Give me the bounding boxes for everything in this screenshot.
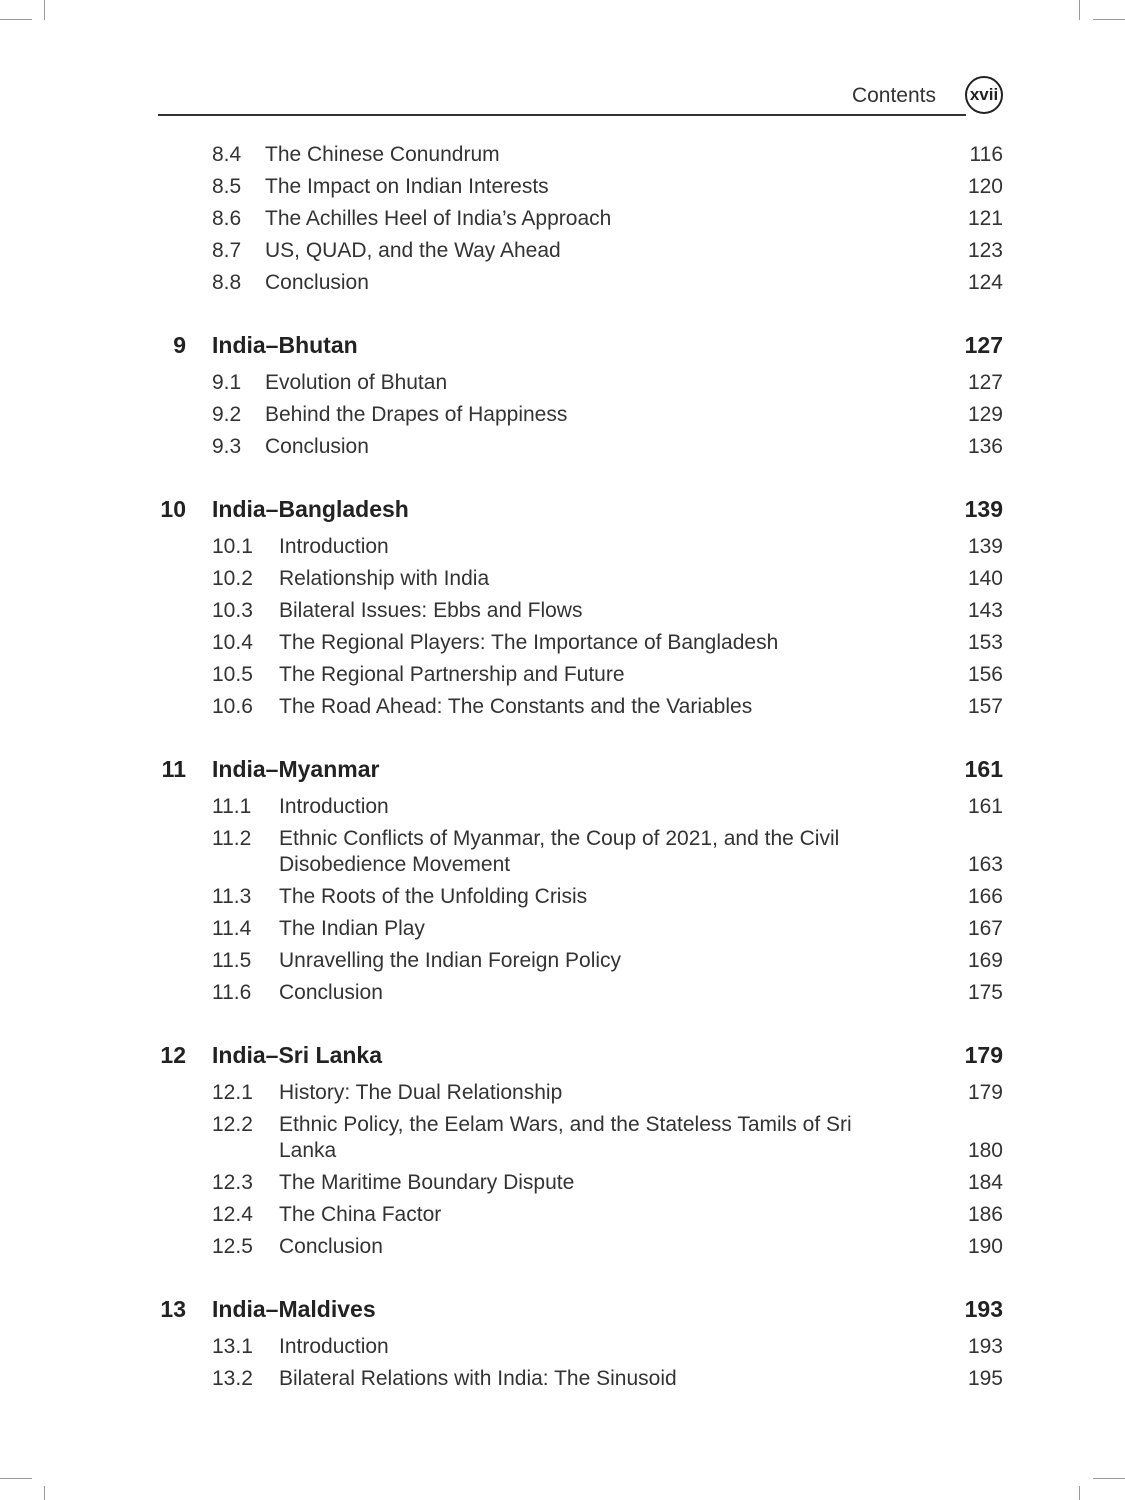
- entry-number: 11: [161, 756, 186, 782]
- entry-number: 12.3: [212, 1171, 253, 1194]
- entry-number: 12.4: [212, 1203, 253, 1226]
- chapter-entry: [158, 332, 1003, 358]
- entry-number: 8.5: [212, 175, 242, 198]
- entry-page: 186: [967, 1203, 1003, 1226]
- entry-number: 8.8: [212, 271, 242, 294]
- entry-number: 11.1: [212, 795, 252, 818]
- entry-title: Conclusion: [265, 435, 369, 458]
- entry-number: 13.2: [212, 1367, 253, 1390]
- entry-page: 184: [967, 1171, 1003, 1194]
- entry-title: The Regional Partnership and Future: [279, 663, 625, 686]
- entry-number: 10.2: [212, 567, 253, 590]
- section-entry: [158, 1112, 1003, 1164]
- entry-title: Introduction: [279, 1335, 389, 1358]
- chapter-entry: [158, 1296, 1003, 1322]
- section-entry: [158, 270, 1003, 296]
- entry-title: The Maritime Boundary Dispute: [279, 1171, 575, 1194]
- entry-page: 127: [967, 371, 1003, 394]
- entry-title: Conclusion: [279, 981, 383, 1004]
- entry-number: 11.4: [212, 917, 252, 940]
- entry-number: 11.3: [212, 885, 252, 908]
- entry-number: 11.2: [212, 827, 252, 850]
- entry-number: 10.5: [212, 663, 253, 686]
- section-entry: [158, 980, 1003, 1006]
- section-entry: [158, 1366, 1003, 1392]
- section-entry: [158, 434, 1003, 460]
- entry-title: India–Sri Lanka: [212, 1042, 383, 1068]
- entry-number: 10.3: [212, 599, 253, 622]
- section-entry: [158, 370, 1003, 396]
- entry-title: Bilateral Relations with India: The Sinusoid: [279, 1367, 677, 1390]
- section-entry: [158, 1202, 1003, 1228]
- entry-number: 9.2: [212, 403, 242, 426]
- entry-title: Bilateral Issues: Ebbs and Flows: [279, 599, 583, 622]
- entry-page: 179: [967, 1081, 1003, 1104]
- entry-number: 8.6: [212, 207, 242, 230]
- entry-page: 193: [967, 1335, 1003, 1358]
- crop-mark: [0, 19, 32, 20]
- entry-number: 9: [173, 332, 186, 358]
- entry-title: Ethnic Policy, the Eelam Wars, and the Stateless Tamils of Sri Lanka: [279, 1113, 852, 1162]
- entry-number: 11.6: [212, 981, 252, 1004]
- entry-number: 8.4: [212, 143, 242, 166]
- entry-page: 116: [969, 143, 1003, 166]
- entry-page: 140: [967, 567, 1003, 590]
- chapter-entry: [158, 1042, 1003, 1068]
- entry-number: 10.4: [212, 631, 253, 654]
- page-number: xvii: [965, 76, 1003, 114]
- entry-page: 139: [967, 535, 1003, 558]
- crop-mark: [44, 1486, 45, 1500]
- entry-page: 136: [967, 435, 1003, 458]
- section-entry: [158, 794, 1003, 820]
- section-entry: [158, 566, 1003, 592]
- entry-number: 12.2: [212, 1113, 253, 1136]
- entry-number: 11.5: [212, 949, 252, 972]
- entry-title: Ethnic Conflicts of Myanmar, the Coup of 2021, and the Civil Disobedience Movement: [279, 827, 840, 876]
- entry-number: 10.1: [212, 535, 253, 558]
- crop-mark: [1079, 1486, 1080, 1500]
- entry-title: The Chinese Conundrum: [265, 143, 500, 166]
- entry-page: 195: [967, 1367, 1003, 1390]
- section-entry: [158, 826, 1003, 878]
- entry-page: 123: [967, 239, 1003, 262]
- section-entry: [158, 948, 1003, 974]
- entry-page: 120: [967, 175, 1003, 198]
- entry-page: 190: [967, 1235, 1003, 1258]
- section-entry: [158, 1334, 1003, 1360]
- crop-mark: [1079, 0, 1080, 20]
- entry-page: 153: [967, 631, 1003, 654]
- entry-page: 121: [967, 207, 1003, 230]
- entry-title: The Indian Play: [279, 917, 425, 940]
- entry-title: Conclusion: [279, 1235, 383, 1258]
- entry-title: India–Maldives: [212, 1296, 376, 1322]
- entry-title: Conclusion: [265, 271, 369, 294]
- header-rule: [158, 114, 966, 116]
- section-entry: [158, 174, 1003, 200]
- entry-page: 161: [964, 756, 1003, 782]
- entry-number: 12.5: [212, 1235, 253, 1258]
- entry-page: 179: [964, 1042, 1003, 1068]
- entry-number: 9.3: [212, 435, 242, 458]
- entry-page: 163: [967, 853, 1003, 876]
- entry-page: 161: [967, 795, 1003, 818]
- section-entry: [158, 884, 1003, 910]
- entry-page: 166: [967, 885, 1003, 908]
- section-entry: [158, 1234, 1003, 1260]
- entry-page: 169: [967, 949, 1003, 972]
- entry-title: Evolution of Bhutan: [265, 371, 448, 394]
- entry-page: 167: [967, 917, 1003, 940]
- running-header-label: Contents: [851, 84, 936, 107]
- entry-page: 175: [967, 981, 1003, 1004]
- table-of-contents: [158, 142, 1003, 1392]
- chapter-entry: [158, 496, 1003, 522]
- crop-mark: [1093, 19, 1125, 20]
- entry-title: The China Factor: [279, 1203, 442, 1226]
- entry-title: India–Myanmar: [212, 756, 380, 782]
- entry-title: The Achilles Heel of India’s Approach: [265, 207, 612, 230]
- section-entry: [158, 534, 1003, 560]
- section-entry: [158, 402, 1003, 428]
- entry-number: 13.1: [212, 1335, 253, 1358]
- entry-page: 124: [967, 271, 1003, 294]
- section-entry: [158, 1170, 1003, 1196]
- entry-page: 143: [967, 599, 1003, 622]
- entry-number: 12: [160, 1042, 186, 1068]
- entry-page: 180: [967, 1139, 1003, 1162]
- crop-mark: [0, 1478, 32, 1479]
- entry-title: The Regional Players: The Importance of Bangladesh: [279, 631, 779, 654]
- section-entry: [158, 142, 1003, 168]
- section-entry: [158, 1080, 1003, 1106]
- entry-title: Introduction: [279, 535, 389, 558]
- entry-number: 8.7: [212, 239, 242, 262]
- section-entry: [158, 662, 1003, 688]
- crop-mark: [1093, 1478, 1125, 1479]
- entry-page: 127: [964, 332, 1003, 358]
- entry-title: Relationship with India: [279, 567, 490, 590]
- entry-number: 10: [160, 496, 186, 522]
- entry-page: 157: [967, 695, 1003, 718]
- entry-title: Behind the Drapes of Happiness: [265, 403, 568, 426]
- entry-number: 10.6: [212, 695, 253, 718]
- entry-title: India–Bangladesh: [212, 496, 409, 522]
- entry-number: 12.1: [212, 1081, 253, 1104]
- entry-title: Introduction: [279, 795, 389, 818]
- running-header: [158, 76, 1003, 114]
- section-entry: [158, 238, 1003, 264]
- entry-page: 156: [967, 663, 1003, 686]
- entry-title: The Road Ahead: The Constants and the Variables: [279, 695, 753, 718]
- entry-page: 139: [964, 496, 1003, 522]
- entry-title: The Roots of the Unfolding Crisis: [279, 885, 588, 908]
- entry-title: The Impact on Indian Interests: [265, 175, 549, 198]
- crop-mark: [44, 0, 45, 20]
- entry-title: History: The Dual Relationship: [279, 1081, 563, 1104]
- section-entry: [158, 916, 1003, 942]
- entry-number: 9.1: [212, 371, 242, 394]
- entry-page: 129: [967, 403, 1003, 426]
- section-entry: [158, 694, 1003, 720]
- chapter-entry: [158, 756, 1003, 782]
- entry-title: India–Bhutan: [212, 332, 358, 358]
- section-entry: [158, 630, 1003, 656]
- entry-title: Unravelling the Indian Foreign Policy: [279, 949, 622, 972]
- section-entry: [158, 598, 1003, 624]
- entry-number: 13: [160, 1296, 186, 1322]
- section-entry: [158, 206, 1003, 232]
- entry-title: US, QUAD, and the Way Ahead: [265, 239, 561, 262]
- entry-page: 193: [964, 1296, 1003, 1322]
